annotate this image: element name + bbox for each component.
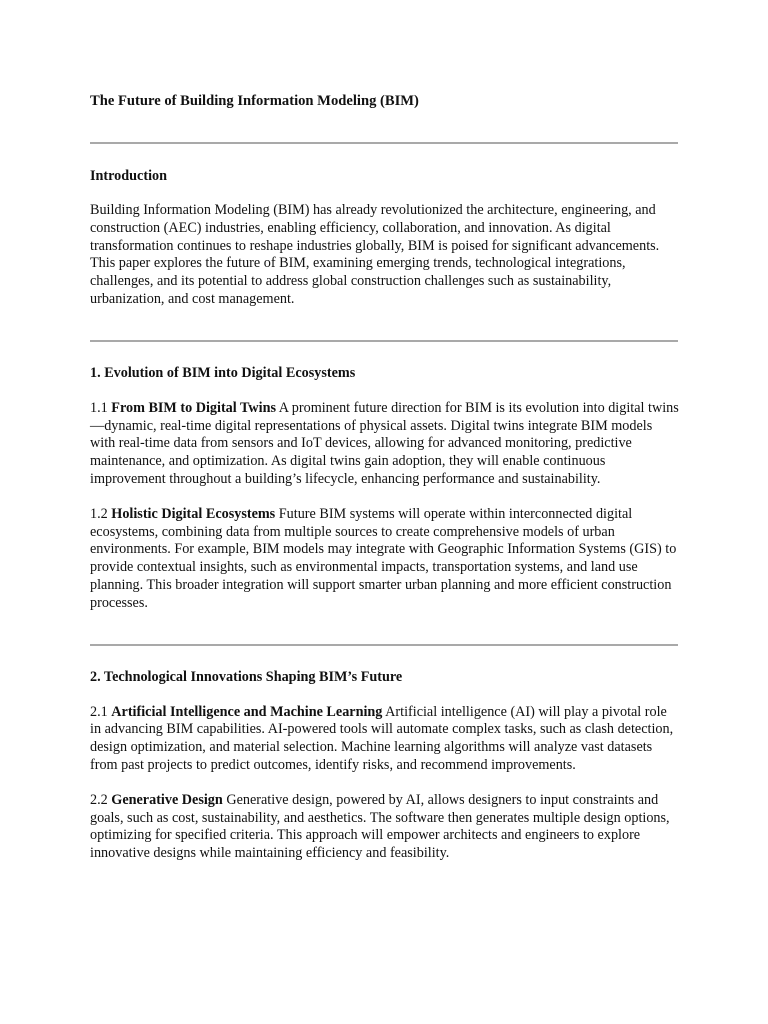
subsection-title: Artificial Intelligence and Machine Learning — [111, 703, 383, 720]
introduction-paragraph: Building Information Modeling (BIM) has already revolutionized the architecture, engineering, and construction (AEC) industries, enabling efficiency, collaboration, and innovation. As digital transformation continues to reshape industries globally, BIM is poised for significant advancements. This paper explores the future of BIM, examining emerging trends, technological integrations, challenges, and its potential to address global construction challenges such as sustainability, urbanization, and cost management. — [90, 202, 660, 307]
section-heading-2: 2. Technological Innovations Shaping BIM’s Future — [90, 668, 403, 685]
subsection-body: A prominent future direction for BIM is its evolution into digital twins—dynamic, real-time digital representations of physical assets. Digital twins integrate BIM models with real-time data from sensors and IoT devices, allowing for advanced monitoring, predictive maintenance, and optimization. As digital twins gain adoption, they will enable continuous improvement throughout a building’s lifecycle, enhancing performance and sustainability. — [90, 399, 679, 487]
document-title: The Future of Building Information Modeling (BIM) — [90, 93, 419, 109]
subsection-1-2 — [90, 506, 680, 613]
subsection-title: Generative Design — [111, 791, 223, 808]
subsection-number: 1.2 — [90, 505, 108, 522]
subsection-body: Future BIM systems will operate within interconnected digital ecosystems, combining data from multiple sources to create comprehensive models of urban environments. For example, BIM models may integrate with Geographic Information Systems (GIS) to provide contextual insights, such as environmental impacts, transportation systems, and land use planning. This broader integration will support smarter urban planning and more efficient construction processes. — [90, 505, 677, 611]
subsection-title: From BIM to Digital Twins — [111, 399, 277, 416]
subsection-2-1 — [90, 704, 680, 775]
subsection-body: Generative design, powered by AI, allows designers to input constraints and goals, such as cost, sustainability, and aesthetics. The software then generates multiple design options, optimizing for specified criteria. This approach will empower architects and engineers to explore innovative designs while maintaining efficiency and feasibility. — [90, 791, 670, 862]
subsection-2-2 — [90, 792, 680, 863]
subsection-number: 1.1 — [90, 399, 108, 416]
introduction-heading: Introduction — [90, 168, 167, 184]
document-page — [90, 92, 680, 863]
subsection-1-1 — [90, 400, 680, 489]
section-heading-1: 1. Evolution of BIM into Digital Ecosystems — [90, 364, 356, 381]
subsection-title: Holistic Digital Ecosystems — [111, 505, 276, 522]
subsection-number: 2.1 — [90, 703, 108, 720]
subsection-number: 2.2 — [90, 791, 108, 808]
subsection-body: Artificial intelligence (AI) will play a pivotal role in advancing BIM capabilities. AI-powered tools will automate complex tasks, such as clash detection, design optimization, and material selection. Machine learning algorithms will analyze vast datasets from past projects to predict outcomes, identify risks, and recommend improvements. — [90, 703, 674, 773]
